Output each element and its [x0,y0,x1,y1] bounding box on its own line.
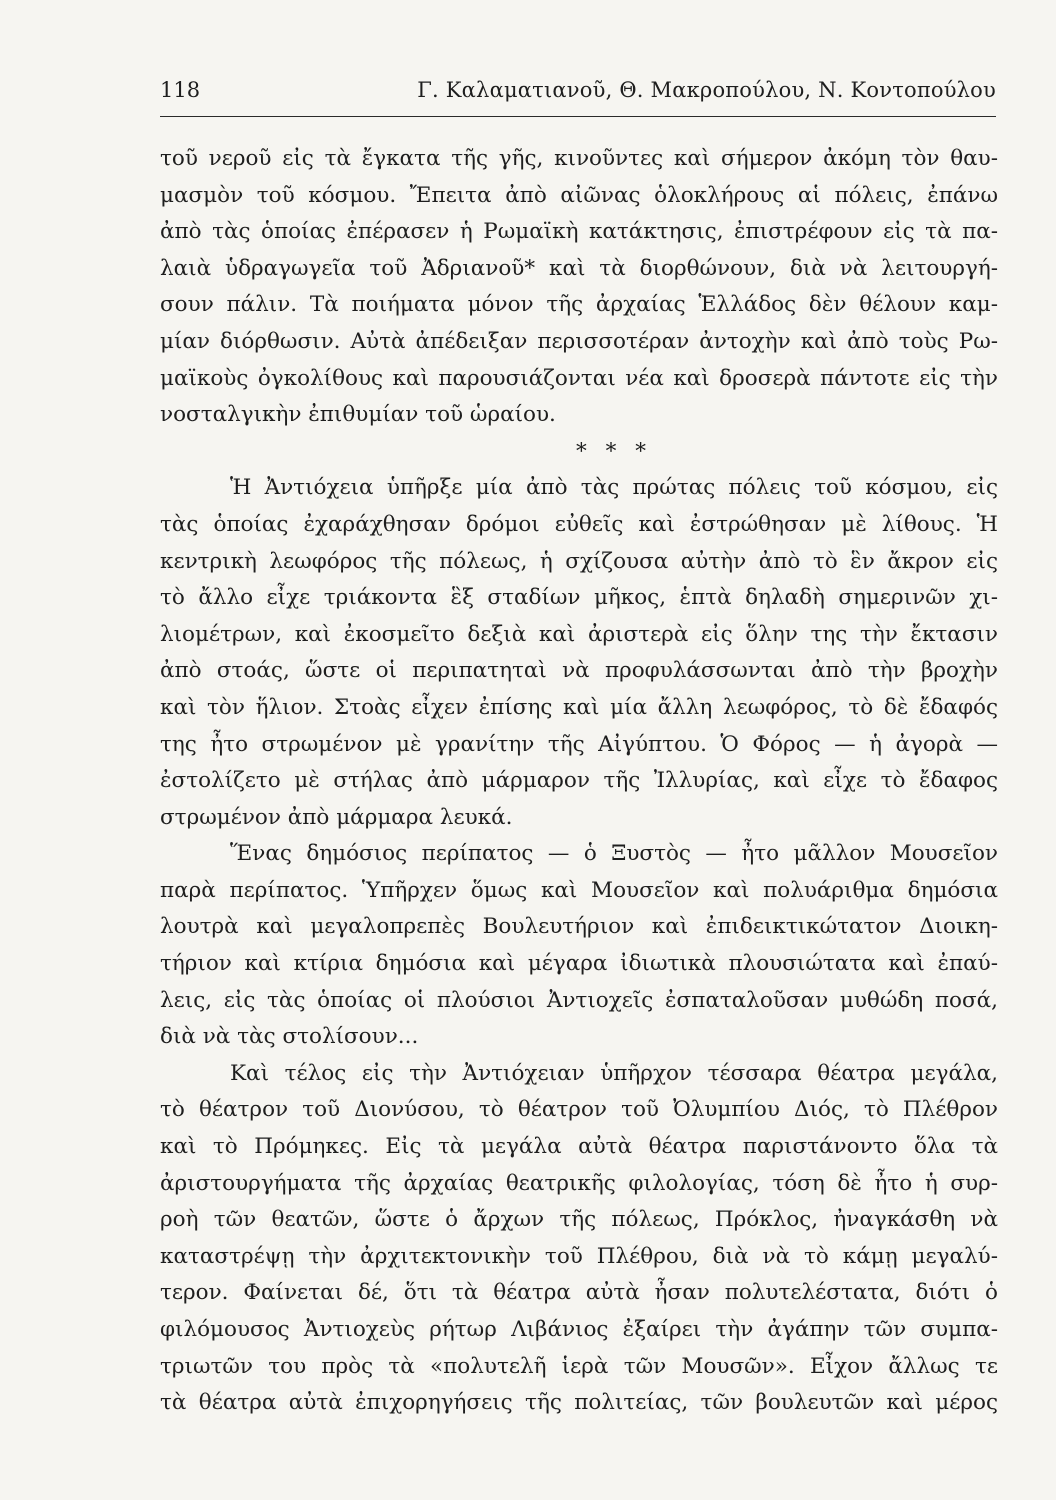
text-line: Ἕνας δημόσιος περίπατος — ὁ Ξυστὸς — ἦτο μᾶλλον Μουσεῖον [230,841,998,867]
section-separator: * * * [576,438,652,464]
text-line: Ἡ Ἀντιόχεια ὑπῆρξε μία ἀπὸ τὰς πρώτας πόλεις τοῦ κόσμου, εἰς [230,475,998,501]
text-line: μίαν διόρθωσιν. Αὐτὰ ἀπέδειξαν περισσοτέραν ἀντοχὴν καὶ ἀπὸ τοὺς Ρω- [160,328,998,354]
text-line: μαϊκοὺς ὀγκολίθους καὶ παρουσιάζονται νέα καὶ δροσερὰ πάντοτε εἰς τὴν [160,365,998,391]
text-line: τὸ ἄλλο εἶχε τριάκοντα ἓξ σταδίων μῆκος, ἑπτὰ δηλαδὴ σημερινῶν χι- [160,585,998,611]
text-line: ἀπὸ τὰς ὁποίας ἐπέρασεν ἡ Ρωμαϊκὴ κατάκτησις, ἐπιστρέφουν εἰς τὰ πα- [160,219,998,245]
paragraph-3 [160,836,998,1056]
text-line: λεις, εἰς τὰς ὁποίας οἱ πλούσιοι Ἀντιοχεῖς ἐσπαταλοῦσαν μυθώδη ποσά, [160,987,998,1013]
text-line: τριωτῶν του πρὸς τὰ «πολυτελῆ ἱερὰ τῶν Μουσῶν». Εἶχον ἄλλως τε [160,1353,998,1379]
text-line: Καὶ τέλος εἰς τὴν Ἀντιόχειαν ὑπῆρχον τέσσαρα θέατρα μεγάλα, [230,1060,998,1086]
text-line: καταστρέψῃ τὴν ἀρχιτεκτονικὴν τοῦ Πλέθρου, διὰ νὰ τὸ κάμῃ μεγαλύ- [160,1243,998,1269]
text-line: της ἦτο στρωμένον μὲ γρανίτην τῆς Αἰγύπτου. Ὁ Φόρος — ἡ ἀγορὰ — [160,731,998,757]
text-line: τὰ θέατρα αὐτὰ ἐπιχορηγήσεις τῆς πολιτείας, τῶν βουλευτῶν καὶ μέρος [160,1390,998,1416]
text-line: τὰς ὁποίας ἐχαράχθησαν δρόμοι εὐθεῖς καὶ ἐστρώθησαν μὲ λίθους. Ἡ [160,511,998,537]
page-header [160,76,996,117]
text-line: σουν πάλιν. Τὰ ποιήματα μόνον τῆς ἀρχαίας Ἑλλάδος δὲν θέλουν καμ- [160,292,998,318]
text-line: καὶ τὸ Πρόμηκες. Εἰς τὰ μεγάλα αὐτὰ θέατρα παριστάνοντο ὅλα τὰ [160,1134,998,1160]
text-line: φιλόμουσος Ἀντιοχεὺς ρήτωρ Λιβάνιος ἐξαίρει τὴν ἀγάπην τῶν συμπα- [160,1317,998,1342]
text-line: τήριον καὶ κτίρια δημόσια καὶ μέγαρα ἰδιωτικὰ πλουσιώτατα καὶ ἐπαύ- [160,951,998,977]
paragraph-2 [160,470,998,836]
text-line: μασμὸν τοῦ κόσμου. Ἔπειτα ἀπὸ αἰῶνας ὁλοκλήρους αἱ πόλεις, ἐπάνω [160,182,998,208]
text-line: λιομέτρων, καὶ ἐκοσμεῖτο δεξιὰ καὶ ἀριστερὰ εἰς ὅλην της τὴν ἔκτασιν [160,621,998,647]
text-line: ροὴ τῶν θεατῶν, ὥστε ὁ ἄρχων τῆς πόλεως, Πρόκλος, ἠναγκάσθη νὰ [160,1207,998,1233]
text-line: τερον. Φαίνεται δέ, ὅτι τὰ θέατρα αὐτὰ ἦσαν πολυτελέστατα, διότι ὁ [160,1280,998,1306]
text-line: ἀριστουργήματα τῆς ἀρχαίας θεατρικῆς φιλολογίας, τόση δὲ ἦτο ἡ συρ- [160,1170,998,1196]
text-line: τοῦ νεροῦ εἰς τὰ ἔγκατα τῆς γῆς, κινοῦντες καὶ σήμερον ἀκόμη τὸν θαυ- [160,146,998,171]
text-line: λαιὰ ὑδραγωγεῖα τοῦ Ἀδριανοῦ* καὶ τὰ διορθώνουν, διὰ νὰ λειτουργή- [160,255,998,281]
paragraph-4 [160,1056,998,1422]
text-line: ἐστολίζετο μὲ στήλας ἀπὸ μάρμαρον τῆς Ἰλλυρίας, καὶ εἶχε τὸ ἔδαφος [160,768,998,794]
paragraph-1 [160,141,998,434]
text-line: παρὰ περίπατος. Ὑπῆρχεν ὅμως καὶ Μουσεῖον καὶ πολυάριθμα δημόσια [160,877,998,903]
text-line: λουτρὰ καὶ μεγαλοπρεπὲς Βουλευτήριον καὶ ἐπιδεικτικώτατον Διοικη- [160,914,998,940]
text-line: ἀπὸ στοάς, ὥστε οἱ περιπατηταὶ νὰ προφυλάσσωνται ἀπὸ τὴν βροχὴν [160,658,998,684]
text-line: καὶ τὸν ἥλιον. Στοὰς εἶχεν ἐπίσης καὶ μία ἄλλη λεωφόρος, τὸ δὲ ἔδαφός [160,694,998,720]
running-head: Γ. Καλαματιανοῦ, Θ. Μακροπούλου, Ν. Κοντοπούλου [417,78,996,102]
text-line: κεντρικὴ λεωφόρος τῆς πόλεως, ἡ σχίζουσα αὐτὴν ἀπὸ τὸ ἓν ἄκρον εἰς [160,548,998,574]
text-line: τὸ θέατρον τοῦ Διονύσου, τὸ θέατρον τοῦ Ὀλυμπίου Διός, τὸ Πλέθρον [160,1097,998,1123]
page-body [160,141,998,1422]
text-line: διὰ νὰ τὰς στολίσουν... [160,1024,419,1050]
page-number: 118 [160,78,201,102]
text-line: νοσταλγικὴν ἐπιθυμίαν τοῦ ὡραίου. [160,402,556,428]
text-line: στρωμένον ἀπὸ μάρμαρα λευκά. [160,804,513,830]
